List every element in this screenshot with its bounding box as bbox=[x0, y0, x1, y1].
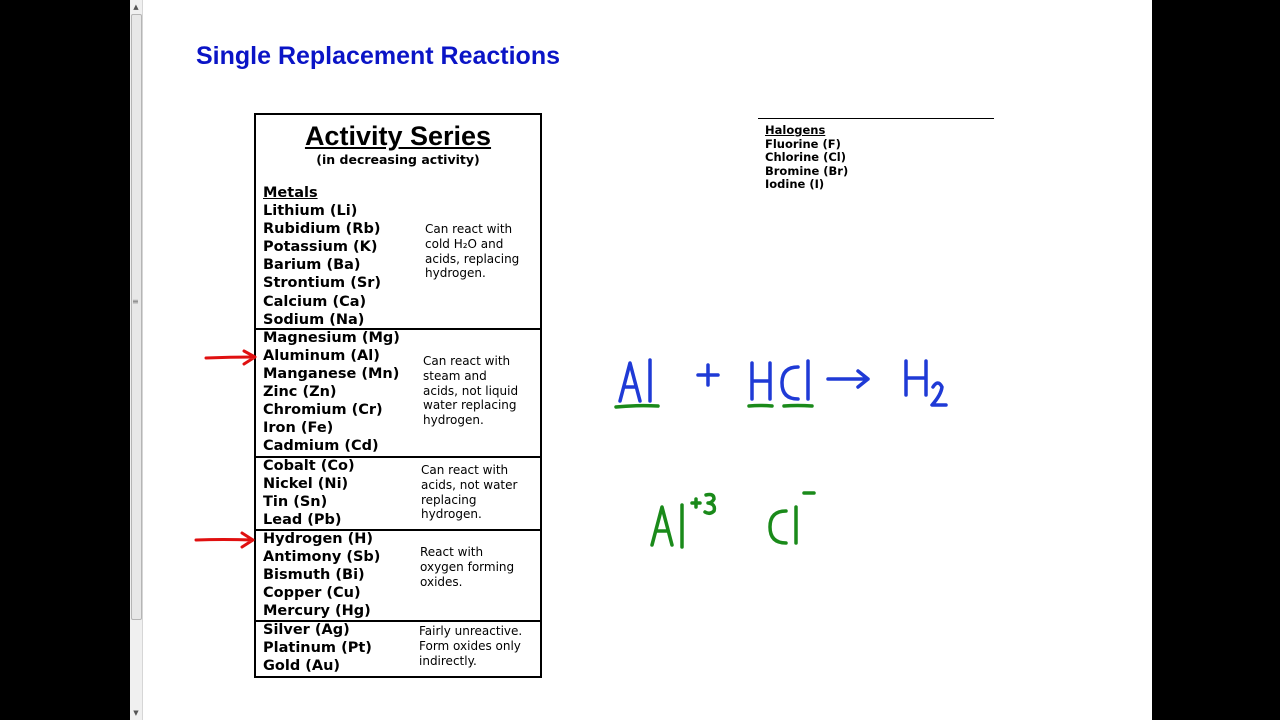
element-bismuth: Bismuth (Bi) bbox=[263, 567, 365, 583]
element-hydrogen: Hydrogen (H) bbox=[263, 531, 374, 547]
element-cobalt: Cobalt (Co) bbox=[263, 458, 355, 474]
element-potassium: Potassium (K) bbox=[263, 239, 378, 255]
group-5-note: Fairly unreactive. Form oxides only indirectly. bbox=[419, 624, 523, 668]
document-view bbox=[130, 0, 1152, 720]
halogen-bromine: Bromine (Br) bbox=[765, 163, 849, 178]
element-lead: Lead (Pb) bbox=[263, 512, 342, 528]
handwritten-ions bbox=[640, 485, 840, 555]
element-cadmium: Cadmium (Cd) bbox=[263, 438, 379, 454]
scroll-grip-icon: ≡ bbox=[132, 297, 139, 306]
element-antimony: Antimony (Sb) bbox=[263, 549, 381, 565]
halogen-iodine: Iodine (I) bbox=[765, 177, 825, 191]
underline-h-icon bbox=[749, 406, 772, 407]
halogens-heading: Halogens bbox=[765, 123, 826, 137]
page-title: Single Replacement Reactions bbox=[196, 42, 561, 70]
element-lithium: Lithium (Li) bbox=[263, 203, 358, 219]
element-gold: Gold (Au) bbox=[263, 658, 341, 674]
element-silver: Silver (Ag) bbox=[263, 622, 350, 638]
element-platinum: Platinum (Pt) bbox=[263, 640, 372, 656]
element-manganese: Manganese (Mn) bbox=[263, 366, 400, 382]
group-3-note: Can react with acids, not water replacing hydrogen. bbox=[421, 463, 518, 522]
arrow-to-aluminum-icon bbox=[206, 351, 255, 364]
element-mercury: Mercury (Hg) bbox=[263, 603, 371, 619]
arrow-to-hydrogen-icon bbox=[196, 533, 253, 547]
element-zinc: Zinc (Zn) bbox=[263, 384, 337, 400]
group-2-note: Can react with steam and acids, not liquid water replacing hydrogen. bbox=[423, 354, 519, 428]
table-title: Activity Series bbox=[304, 121, 492, 151]
metals-heading: Metals bbox=[263, 185, 318, 201]
scroll-up-arrow-icon[interactable]: ▲ bbox=[133, 3, 139, 11]
halogen-fluorine: Fluorine (F) bbox=[765, 136, 841, 151]
table-subtitle: (in decreasing activity) bbox=[316, 152, 480, 167]
element-nickel: Nickel (Ni) bbox=[263, 476, 349, 492]
underline-cl-icon bbox=[784, 406, 812, 407]
element-aluminum: Aluminum (Al) bbox=[263, 348, 380, 364]
halogen-chlorine: Chlorine (Cl) bbox=[765, 150, 846, 164]
element-rubidium: Rubidium (Rb) bbox=[263, 221, 381, 237]
underline-al-icon bbox=[616, 406, 658, 407]
element-sodium: Sodium (Na) bbox=[263, 312, 365, 328]
element-copper: Copper (Cu) bbox=[263, 585, 361, 601]
element-strontium: Strontium (Sr) bbox=[263, 275, 382, 291]
scroll-down-arrow-icon[interactable]: ▼ bbox=[133, 709, 139, 717]
element-magnesium: Magnesium (Mg) bbox=[263, 330, 400, 346]
group-4-note: React with oxygen forming oxides. bbox=[420, 545, 515, 589]
element-barium: Barium (Ba) bbox=[263, 257, 361, 273]
group-1-note: Can react with cold H₂O and acids, replacing hydrogen. bbox=[425, 222, 520, 281]
handwritten-equation bbox=[600, 345, 960, 425]
element-tin: Tin (Sn) bbox=[263, 494, 328, 510]
element-chromium: Chromium (Cr) bbox=[263, 402, 383, 418]
element-calcium: Calcium (Ca) bbox=[263, 294, 367, 310]
element-iron: Iron (Fe) bbox=[263, 420, 334, 436]
